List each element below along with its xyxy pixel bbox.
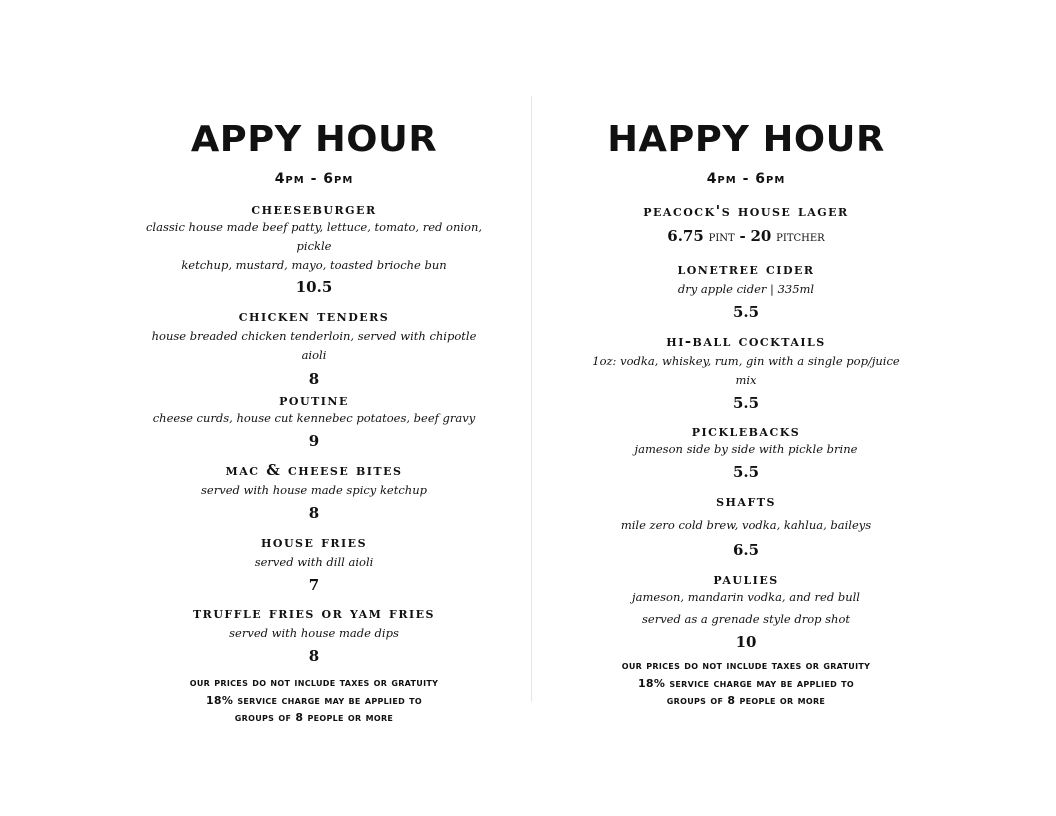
pitcher-label: pitcher [776,229,825,245]
menu-item-house-fries [140,533,488,595]
menu-item-truffle-yam-fries [140,604,488,666]
happy-hour-time: 4pm - 6pm [706,171,786,187]
menu-item-cheeseburger [140,200,488,297]
appy-hour-title: APPY HOUR [190,119,438,160]
column-divider [531,96,532,702]
item-price: 5.5 [732,463,760,481]
item-price: 5.5 [732,303,760,321]
item-name: chicken tenders [238,307,390,325]
item-name: peacock's house lager [643,202,849,220]
item-description: served with house made dips [229,626,399,640]
menu-item-mac-cheese-bites [140,461,488,523]
pint-price: 6.75 [667,227,704,245]
item-price: 5.5 [732,394,760,412]
item-description: served with dill aioli [254,555,374,569]
menu-item-shafts [582,492,910,560]
item-price: 6.5 [732,541,760,559]
pricing-note [582,657,910,710]
item-description: jameson, mandarin vodka, and red bull [632,590,860,604]
item-price: 8 [308,647,320,665]
note-line: our prices do not include taxes or gratuity [189,676,439,689]
note-line: 18% service charge may be applied to [205,693,423,707]
item-description: served with house made spicy ketchup [201,483,427,497]
item-price: 9 [308,432,320,450]
item-name: cheeseburger [251,200,377,218]
item-description: house breaded chicken tenderloin, served with chipotle aioli [151,329,477,362]
note-line: groups of 8 people or more [666,694,826,707]
menu-item-house-lager [582,202,910,247]
pint-label: pint [708,229,735,245]
item-name: poutine [279,391,349,409]
item-name: shafts [716,492,776,510]
appy-hour-menu [140,112,488,727]
item-name: paulies [713,570,779,588]
note-line: 18% service charge may be applied to [637,676,855,690]
item-description: jameson side by side with pickle brine [634,442,858,456]
item-description: dry apple cider | 335ml [677,282,815,296]
item-name: truffle fries or yam fries [193,604,435,622]
item-price: 8 [308,370,320,388]
item-name: house fries [260,533,368,551]
menu-item-hi-ball-cocktails [582,332,910,413]
item-name: picklebacks [691,422,801,440]
item-description: classic house made beef patty, lettuce, tomato, red onion, pickle [145,220,483,253]
menu-item-picklebacks [582,422,910,482]
appy-hour-time: 4pm - 6pm [274,171,354,187]
note-line: our prices do not include taxes or gratuity [621,659,871,672]
item-price: 7 [308,576,320,594]
note-line: groups of 8 people or more [234,711,394,724]
menu-item-lonetree-cider [582,260,910,322]
item-price: 10 [735,633,757,651]
item-description: mile zero cold brew, vodka, kahlua, baileys [620,518,872,532]
pitcher-price: 20 [750,227,772,245]
item-price: 10.5 [295,278,333,296]
item-name: hi-ball cocktails [666,332,826,350]
happy-hour-title: HAPPY HOUR [607,119,885,160]
lager-prices [582,226,910,247]
item-description: ketchup, mustard, mayo, toasted brioche bun [181,258,447,272]
item-description: 1oz: vodka, whiskey, rum, gin with a single pop/juice mix [592,354,900,387]
item-name: mac & cheese bites [225,461,403,479]
item-description: cheese curds, house cut kennebec potatoes, beef gravy [152,411,476,425]
item-name: lonetree cider [677,260,815,278]
item-price: 8 [308,504,320,522]
item-description: served as a grenade style drop shot [641,612,850,626]
menu-item-poutine [140,391,488,451]
pricing-note [140,674,488,727]
menu-item-paulies [582,570,910,652]
happy-hour-menu [582,112,910,710]
menu-item-chicken-tenders [140,307,488,389]
price-separator: - [739,227,746,245]
